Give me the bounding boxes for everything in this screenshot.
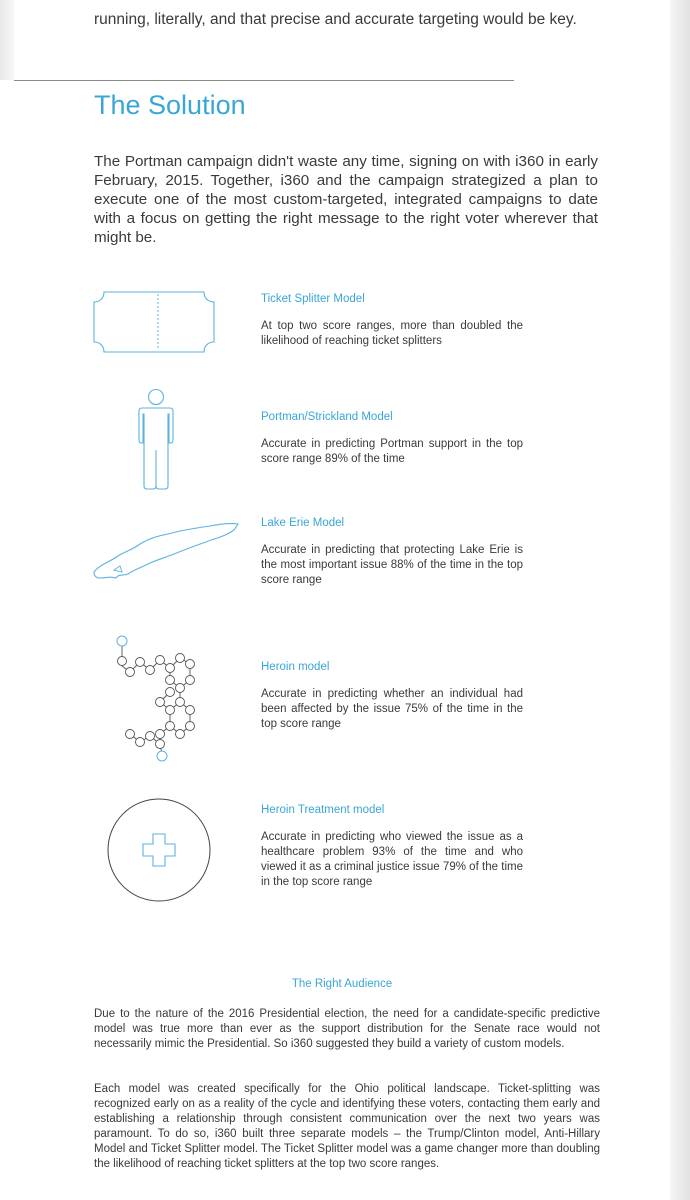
lake-icon — [92, 520, 242, 582]
model-description: Accurate in predicting who viewed the issue as a healthcare problem 93% of the time and who viewed it as a criminal justice issue 79% of the time in the top score range — [261, 831, 523, 888]
model-title: Ticket Splitter Model — [261, 293, 365, 305]
page-shadow-right — [670, 0, 690, 1200]
model-title: Portman/Strickland Model — [261, 411, 393, 423]
model-heroin — [261, 661, 523, 732]
ticket-icon — [92, 290, 216, 354]
model-description: Accurate in predicting that protecting Lake Erie is the most important issue 88% of the time in the top score range — [261, 544, 523, 586]
intro-paragraph: The Portman campaign didn't waste any time, signing on with i360 in early February, 2015. Together, i360 and the campaign strategized a plan to execute one of the most custom-targeted, integrated campaigns to date with a focus on getting the right message to the right voter wherever that might be. — [94, 153, 598, 246]
model-description: At top two score ranges, more than doubled the likelihood of reaching ticket splitters — [261, 320, 523, 347]
model-description: Accurate in predicting whether an individual had been affected by the issue 75% of the time in the top score range — [261, 688, 523, 730]
model-title: Heroin model — [261, 661, 330, 673]
section-divider — [14, 80, 514, 81]
previous-paragraph-end: running, literally, and that precise and accurate targeting would be key. — [94, 10, 577, 28]
medical-cross-icon — [106, 797, 212, 903]
model-heroin-treatment — [261, 804, 523, 890]
audience-paragraph-1: Due to the nature of the 2016 Presidential election, the need for a candidate-specific predictive model was true more than ever as the support distribution for the Senate race would not necessarily mimic the Presidential. So i360 suggested they build a variety of custom models. — [94, 1008, 600, 1050]
model-ticket-splitter — [261, 293, 523, 349]
model-description: Accurate in predicting Portman support in the top score range 89% of the time — [261, 438, 523, 465]
audience-title: The Right Audience — [291, 978, 393, 990]
model-portman-strickland — [261, 411, 523, 467]
page-shadow-left — [0, 0, 14, 80]
person-icon — [138, 388, 174, 492]
model-title: Heroin Treatment model — [261, 804, 385, 816]
document-page — [14, 0, 670, 1200]
model-title: Lake Erie Model — [261, 517, 345, 529]
section-title: The Solution — [94, 90, 246, 120]
audience-paragraph-2: Each model was created specifically for the Ohio political landscape. Ticket-splitting was recognized early on as a reality of the cycle and identifying these voters, contacting them early and establishing a relationship through consistent communication over the next two years was paramount. To do so, i360 built three separate models – the Trump/Clinton model, Anti-Hillary Model and Ticket Splitter model. The Ticket Splitter model was a game changer more than doubling the likelihood of reaching ticket splitters at the top two score ranges. — [94, 1083, 600, 1170]
molecule-icon — [102, 632, 212, 762]
model-lake-erie — [261, 517, 523, 588]
